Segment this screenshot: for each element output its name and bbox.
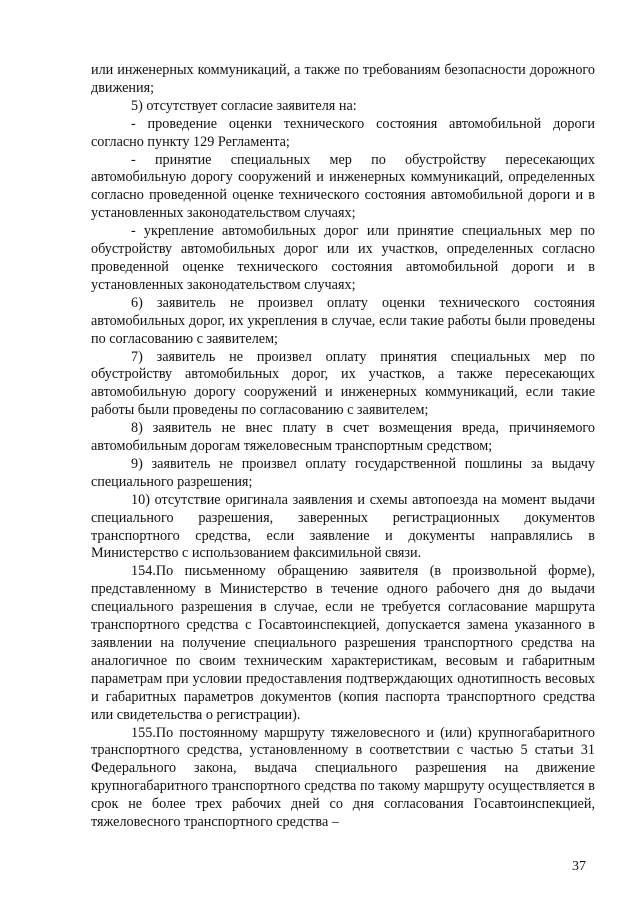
paragraph: 10) отсутствие оригинала заявления и схемы автопоезда на момент выдачи специального разрешения, заверенных регистрационных документов транспортного средства, если заявление и документы направлялись в Министерство с использованием факсимильной связи. xyxy=(91,491,595,562)
paragraph: или инженерных коммуникаций, а также по требованиям безопасности дорожного движения; xyxy=(91,62,595,96)
paragraph: - проведение оценки технического состояния автомобильной дороги согласно пункту 129 Регламента; xyxy=(91,115,595,150)
paragraph: 6) заявитель не произвел оплату оценки технического состояния автомобильных дорог, их укрепления в случае, если такие работы были проведены по согласованию с заявителем; xyxy=(91,294,595,347)
paragraph: - принятие специальных мер по обустройству пересекающих автомобильную дорогу сооружений и инженерных коммуникаций, определенных согласно проведенной оценке технического состояния автомобильной дороги и в установленных законодательством случаях; xyxy=(91,151,595,222)
paragraph: 154.По письменному обращению заявителя (в произвольной форме), представленному в Министерство в течение одного рабочего дня до выдачи специального разрешения в случае, если не требуется согласование маршрута транспортного средства с Госавтоинспекцией, допускается замена указанного в заявлении на получение специального разрешения транспортного средства на аналогичное по своим техническим характеристикам, весовым и габаритным параметрам при условии предоставления подтверждающих однотипность весовых и габаритных параметров документов (копия паспорта транспортного средства или свидетельства о регистрации). xyxy=(91,563,595,723)
paragraph: 8) заявитель не внес плату в счет возмещения вреда, причиняемого автомобильным дорогам тяжеловесным транспортным средством; xyxy=(91,420,595,455)
paragraph: - укрепление автомобильных дорог или принятие специальных мер по обустройству автомобильных дорог или их участков, определенных согласно проведенной оценке технического состояния автомобильной дороги и в установленных законодательством случаях; xyxy=(91,223,595,293)
page-number: 37 xyxy=(572,859,586,874)
paragraph: 5) отсутствует согласие заявителя на: xyxy=(131,97,357,114)
document-body xyxy=(91,62,595,832)
paragraph: 155.По постоянному маршруту тяжеловесного и (или) крупногабаритного транспортного средства, установленному в соответствии с частью 5 статьи 31 Федерального закона, выдача специального разрешения на движение крупногабаритного транспортного средства по такому маршруту осуществляется в срок не более трех рабочих дней со дня согласования Госавтоинспекцией, тяжеловесного транспортного средства – xyxy=(91,724,595,831)
paragraph: 9) заявитель не произвел оплату государственной пошлины за выдачу специального разрешения; xyxy=(91,455,595,490)
paragraph: 7) заявитель не произвел оплату принятия специальных мер по обустройству автомобильных дорог, их участков, а также пересекающих автомобильную дорогу сооружений и инженерных коммуникаций, если такие работы были проведены по согласованию с заявителем; xyxy=(91,348,595,419)
